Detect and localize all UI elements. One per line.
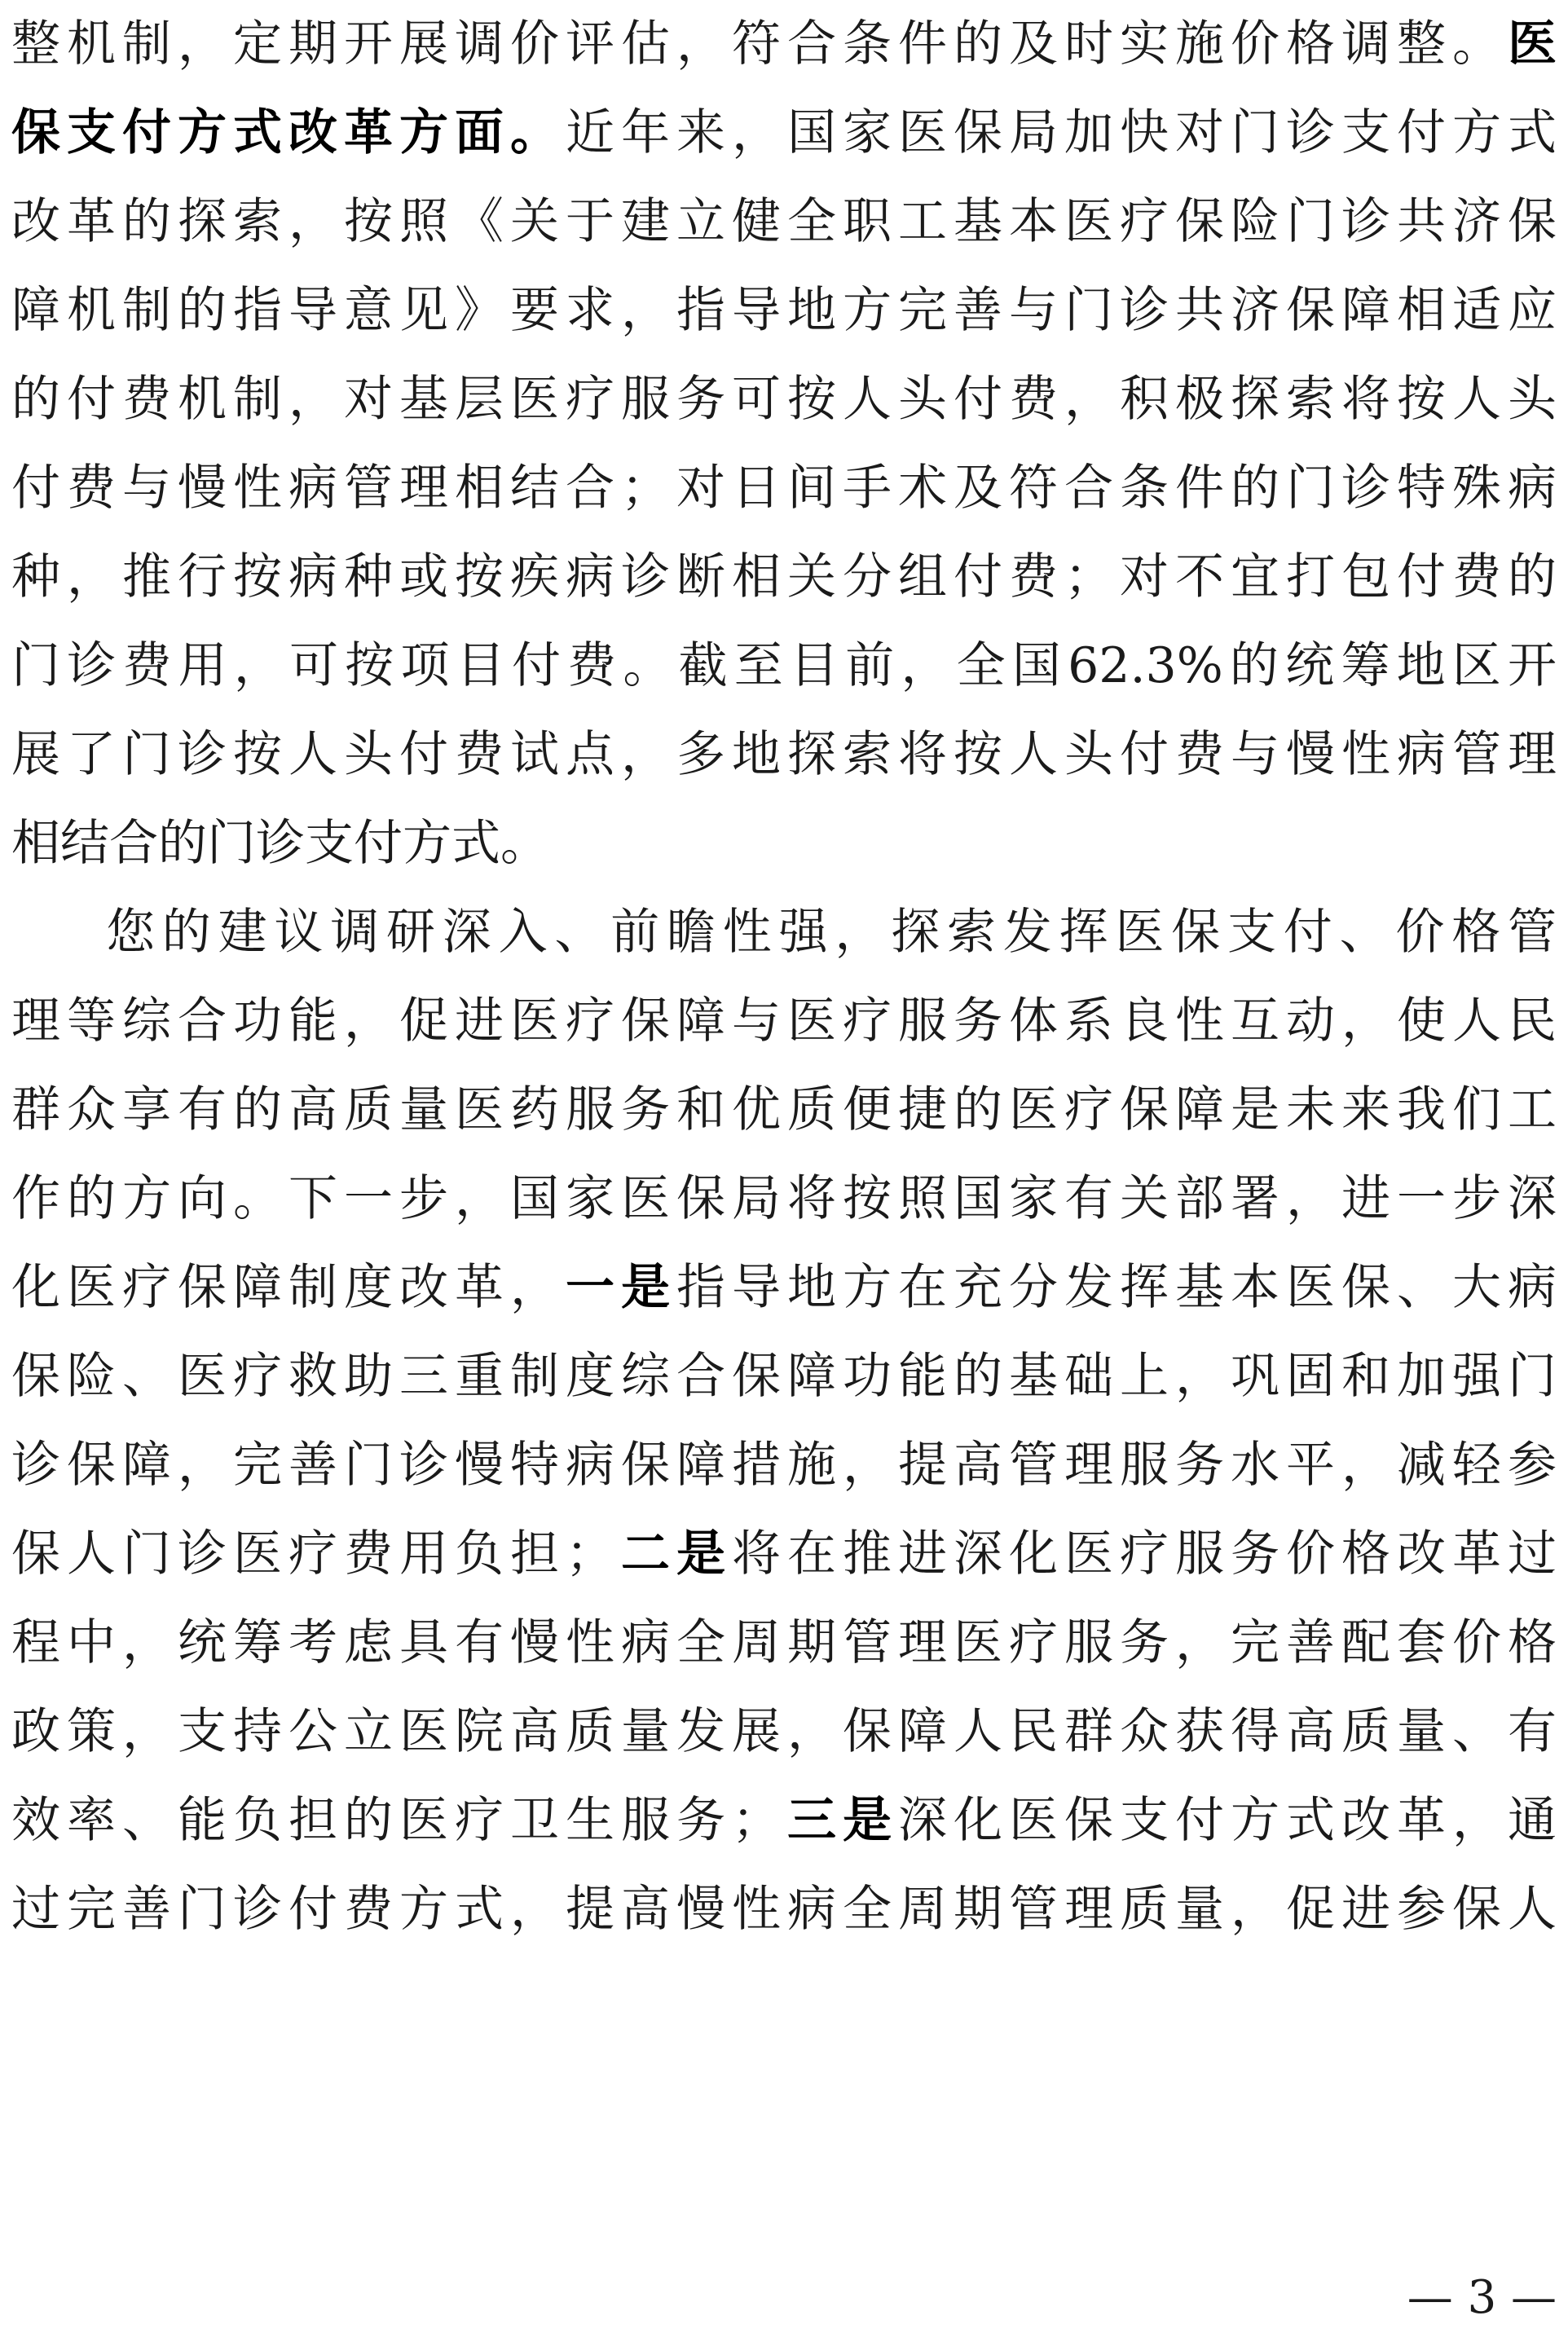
text-line: 您的建议调研深入、前瞻性强，探索发挥医保支付、价格管: [106, 904, 1557, 961]
page-number: — 3 —: [1407, 2271, 1557, 2324]
text-line: 作的方向。下一步，国家医保局将按照国家有关部署，进一步深: [11, 1170, 1557, 1227]
text-line: 程中，统筹考虑具有慢性病全周期管理医疗服务，完善配套价格: [11, 1614, 1557, 1671]
text-line: 展了门诊按人头付费试点，多地探索将按人头付费与慢性病管理: [11, 726, 1557, 783]
text-line: 相结合的门诊支付方式。: [11, 815, 549, 872]
text-line: 保人门诊医疗费用负担；二是将在推进深化医疗服务价格改革过: [11, 1525, 1557, 1583]
text-line: 理等综合功能，促进医疗保障与医疗服务体系良性互动，使人民: [11, 993, 1557, 1050]
text-line: 种，推行按病种或按疾病诊断相关分组付费；对不宜打包付费的: [11, 548, 1557, 605]
text-line: 诊保障，完善门诊慢特病保障措施，提高管理服务水平，减轻参: [11, 1437, 1557, 1494]
text-line: 的付费机制，对基层医疗服务可按人头付费，积极探索将按人头: [11, 371, 1557, 428]
text-line: 整机制，定期开展调价评估，符合条件的及时实施价格调整。医: [11, 15, 1557, 73]
text-line: 效率、能负担的医疗卫生服务；三是深化医保支付方式改革，通: [11, 1792, 1557, 1849]
text-line: 改革的探索，按照《关于建立健全职工基本医疗保险门诊共济保: [11, 193, 1557, 250]
text-line: 群众享有的高质量医药服务和优质便捷的医疗保障是未来我们工: [11, 1081, 1557, 1138]
text-line: 付费与慢性病管理相结合；对日间手术及符合条件的门诊特殊病: [11, 460, 1557, 517]
text-line: 门诊费用，可按项目付费。截至目前，全国62.3%的统筹地区开: [11, 637, 1557, 694]
text-line: 过完善门诊付费方式，提高慢性病全周期管理质量，促进参保人: [11, 1881, 1557, 1938]
text-line: 障机制的指导意见》要求，指导地方完善与门诊共济保障相适应: [11, 282, 1557, 339]
text-line: 保险、医疗救助三重制度综合保障功能的基础上，巩固和加强门: [11, 1348, 1557, 1405]
text-line: 保支付方式改革方面。近年来，国家医保局加快对门诊支付方式: [11, 104, 1557, 161]
text-line: 政策，支持公立医院高质量发展，保障人民群众获得高质量、有: [11, 1703, 1557, 1760]
text-line: 化医疗保障制度改革，一是指导地方在充分发挥基本医保、大病: [11, 1259, 1557, 1316]
